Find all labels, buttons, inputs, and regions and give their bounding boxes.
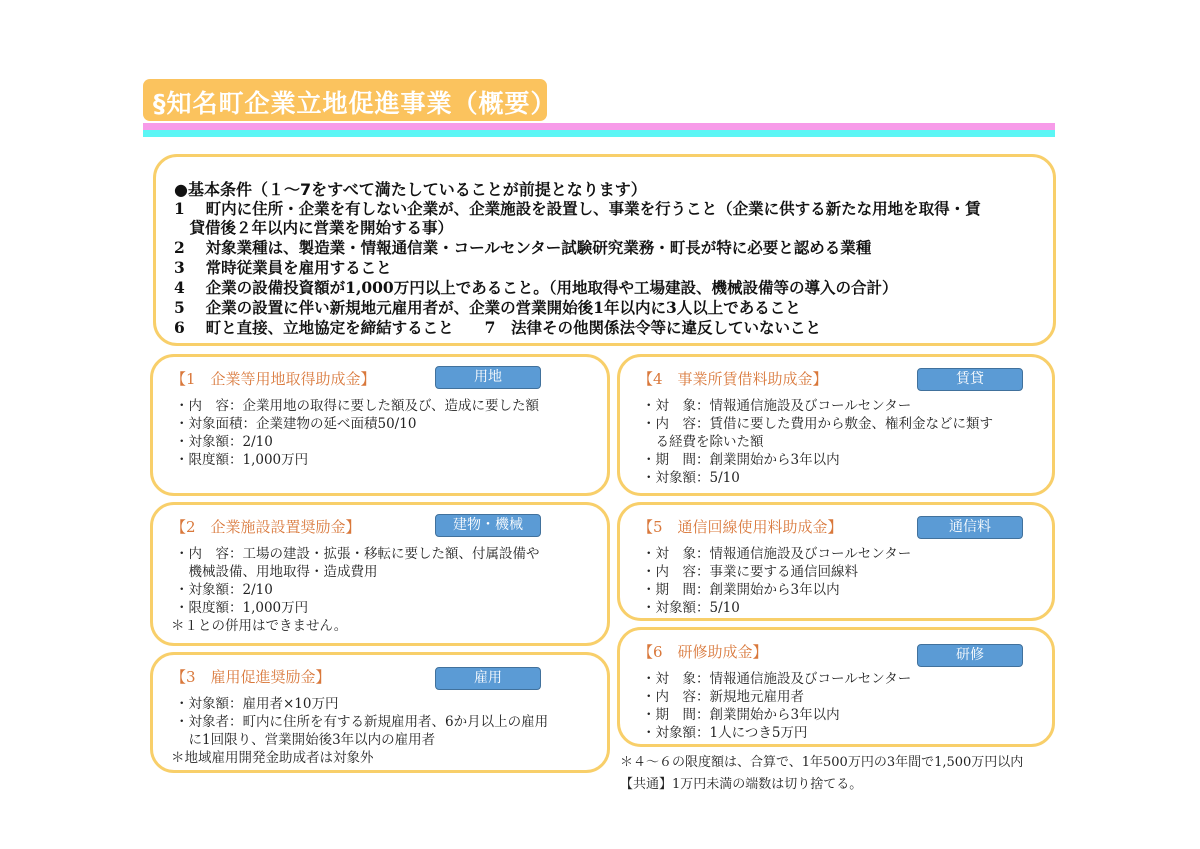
condition-line: 1 町内に住所・企業を有しない企業が、企業施設を設置し、事業を行うこと（企業に供する新たな用地を取得・賃 xyxy=(174,199,981,218)
condition-line: 6 町と直接、立地協定を締結すること 7 法律その他関係法令等に違反していないこと xyxy=(174,318,821,337)
card-title: 【6 研修助成金】 xyxy=(638,643,768,661)
card-items xyxy=(175,397,539,469)
card-item: ・対象面積：企業建物の延べ面積50/10 xyxy=(175,416,417,432)
card-item: ・内 容：企業用地の取得に要した額及び、造成に要した額 xyxy=(175,398,539,414)
category-badge: 研修 xyxy=(917,644,1023,667)
card-item: ・対 象：情報通信施設及びコールセンター xyxy=(642,671,912,687)
category-badge: 雇用 xyxy=(435,667,541,690)
card-training xyxy=(617,627,1055,747)
decorative-stripe-pink xyxy=(143,123,1055,130)
card-communication-line xyxy=(617,502,1055,621)
card-item: ・対 象：情報通信施設及びコールセンター xyxy=(642,546,912,562)
page-title: §知名町企業立地促進事業（概要） xyxy=(153,89,557,118)
title-banner xyxy=(143,79,557,121)
card-item: ・期 間：創業開始から3年以内 xyxy=(642,582,840,598)
condition-line: 貸借後２年以内に営業を開始する事） xyxy=(174,218,454,237)
category-badge: 賃貸 xyxy=(917,368,1023,391)
card-title: 【5 通信回線使用料助成金】 xyxy=(638,518,843,536)
card-item: に1回限り、営業開始後3年以内の雇用者 xyxy=(175,732,436,748)
card-note: ＊地域雇用開発金助成者は対象外 xyxy=(171,750,374,766)
card-item: る経費を除いた額 xyxy=(642,434,764,450)
card-title: 【4 事業所賃借料助成金】 xyxy=(638,370,828,388)
card-item: ・対象額：5/10 xyxy=(642,600,740,616)
footnote-limit: ＊４～６の限度額は、合算で、1年500万円の3年間で1,500万円以内 xyxy=(620,755,1024,770)
condition-line: 2 対象業種は、製造業・情報通信業・コールセンター試験研究業務・町長が特に必要と認める業種 xyxy=(174,238,872,257)
category-badge: 建物・機械 xyxy=(435,514,541,537)
card-items xyxy=(171,545,540,635)
card-land-acquisition xyxy=(150,354,610,496)
card-items xyxy=(642,397,993,487)
card-item: ・対象額：1人につき5万円 xyxy=(642,725,808,741)
card-items xyxy=(171,695,549,767)
card-facility-installation xyxy=(150,502,610,646)
card-item: ・対象額：2/10 xyxy=(175,582,273,598)
card-items xyxy=(642,545,911,617)
card-item: ・内 容：賃借に要した費用から敷金、権利金などに類す xyxy=(642,416,993,432)
card-item: ・限度額：1,000万円 xyxy=(175,600,309,616)
card-title: 【1 企業等用地取得助成金】 xyxy=(171,370,376,388)
category-badge: 用地 xyxy=(435,366,541,389)
basic-conditions-box xyxy=(153,154,1056,346)
basic-conditions-heading: ●基本条件（１～7をすべて満たしていることが前提となります） xyxy=(174,180,647,199)
decorative-stripe-cyan xyxy=(143,130,1055,137)
card-item: ・内 容：事業に要する通信回線料 xyxy=(642,564,858,580)
card-item: ・内 容：新規地元雇用者 xyxy=(642,689,804,705)
card-item: ・対 象：情報通信施設及びコールセンター xyxy=(642,398,912,414)
card-office-rent xyxy=(617,354,1055,496)
condition-line: 4 企業の設備投資額が1,000万円以上であること。（用地取得や工場建設、機械設備等の導入の合計） xyxy=(174,278,898,297)
condition-line: 5 企業の設置に伴い新規地元雇用者が、企業の営業開始後1年以内に3人以上であること xyxy=(174,298,801,317)
card-item: ・対象額：雇用者×10万円 xyxy=(175,696,339,712)
category-badge: 通信料 xyxy=(917,516,1023,539)
card-employment-promotion xyxy=(150,652,610,773)
card-item: ・内 容：工場の建設・拡張・移転に要した額、付属設備や xyxy=(175,546,540,562)
card-item: ・限度額：1,000万円 xyxy=(175,452,309,468)
card-item: 機械設備、用地取得・造成費用 xyxy=(175,564,378,580)
card-title: 【3 雇用促進奨励金】 xyxy=(171,668,331,686)
card-title: 【2 企業施設設置奨励金】 xyxy=(171,518,361,536)
card-item: ・期 間：創業開始から3年以内 xyxy=(642,707,840,723)
condition-line: 3 常時従業員を雇用すること xyxy=(174,258,392,277)
footnote-common: 【共通】1万円未満の端数は切り捨てる。 xyxy=(620,777,863,792)
card-item: ・対象額：2/10 xyxy=(175,434,273,450)
card-item: ・期 間：創業開始から3年以内 xyxy=(642,452,840,468)
card-item: ・対象者：町内に住所を有する新規雇用者、6か月以上の雇用 xyxy=(175,714,549,730)
card-items xyxy=(642,670,911,742)
card-item: ・対象額：5/10 xyxy=(642,470,740,486)
card-note: ＊１との併用はできません。 xyxy=(171,618,348,634)
